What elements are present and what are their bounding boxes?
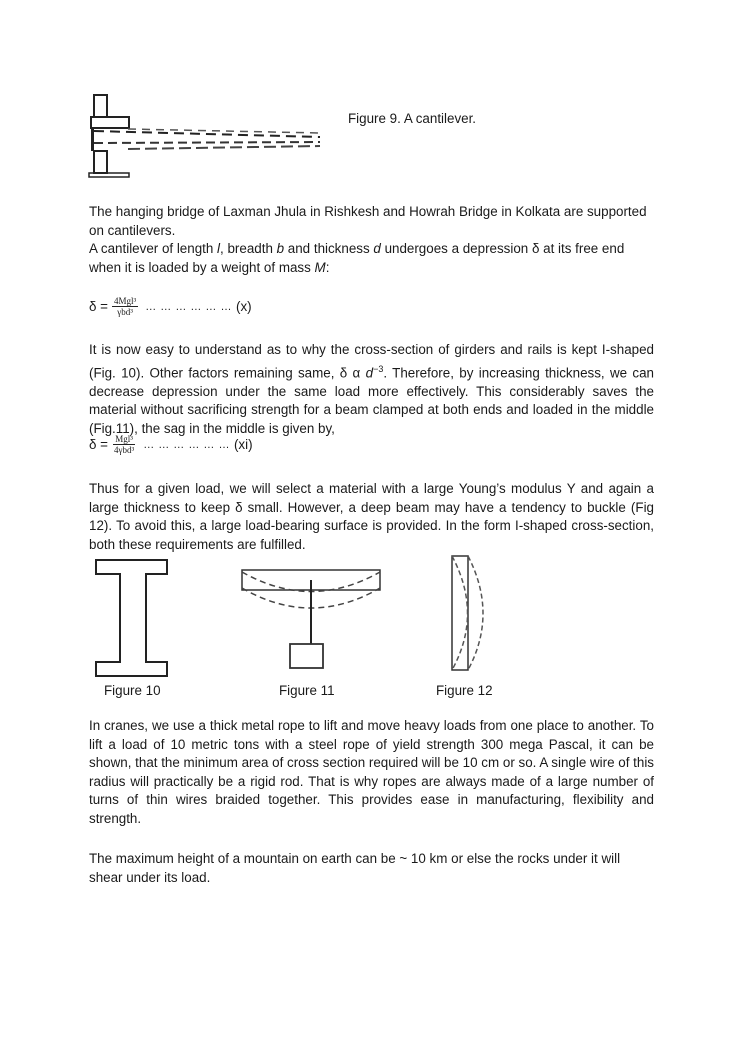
- cantilever-figure: [88, 93, 333, 178]
- i-beam-figure: [94, 558, 170, 678]
- paragraph-mountain: The maximum height of a mountain on earth can be ~ 10 km or else the rocks under it will shear under its load.: [89, 851, 621, 885]
- paragraph-buckling: Thus for a given load, we will select a material with a large Young’s modulus Y and again a large thickness to keep δ small. However, a deep beam may have a tendency to buckle (Fig 12). To avoid this, a large load-bearing surface is provided. In the form I-shaped cross-section, both these requirements are fulfilled.: [89, 481, 654, 552]
- equation-xi: δ = $\frac{\text{Mgl³}}{\text{4γbd³}}$ … … … … … … (xi): [89, 434, 253, 455]
- equation-x-fraction: $\frac{\text{4Mgl³}}{\text{γbd³}}$: [114, 296, 137, 317]
- equation-xi-fraction: $\frac{\text{Mgl³}}{\text{4γbd³}}$: [114, 434, 135, 455]
- buckling-column-figure: [448, 554, 488, 674]
- paragraph-i-shaped: It is now easy to understand as to why the cross-section of girders and rails is kept I-shaped (Fig. 10). Other factors remaining same, δ α $d^{-3}$. Therefore, by increasing thickness, we can decrease depression under the same load more effectively. This considerably saves the material without sacrificing strength for a beam clamped at both ends and loaded in the middle (Fig.11), the sag in the middle is given by,: [89, 342, 654, 436]
- paragraph-cranes: In cranes, we use a thick metal rope to lift and move heavy loads from one place to another. To lift a load of 10 metric tons with a steel rope of yield strength 300 mega Pascal, it can be shown, that the minimum area of cross section required will be 10 cm or so. A single wire of this radius will practically be a rigid rod. That is why ropes are always made of a large number of turns of thin wires braided together. This provides ease in manufacturing, flexibility and strength.: [89, 718, 654, 826]
- paragraph-bridges: The hanging bridge of Laxman Jhula in Rishkesh and Howrah Bridge in Kolkata are supported on cantilevers.: [89, 204, 647, 238]
- figure-11-caption: Figure 11: [279, 683, 335, 698]
- figure-9-caption: Figure 9. A cantilever.: [348, 111, 477, 126]
- paragraph-cantilever-definition: A cantilever of length l, breadth b and thickness d undergoes a depression δ at its free end when it is loaded by a weight of mass M:: [89, 241, 625, 275]
- equation-x: δ = $\frac{\text{4Mgl³}}{\text{γbd³}}$ … … … … … … (x): [89, 296, 252, 317]
- loaded-beam-figure: [236, 566, 386, 672]
- figure-10-caption: Figure 10: [104, 683, 161, 698]
- figure-12-caption: Figure 12: [436, 683, 493, 698]
